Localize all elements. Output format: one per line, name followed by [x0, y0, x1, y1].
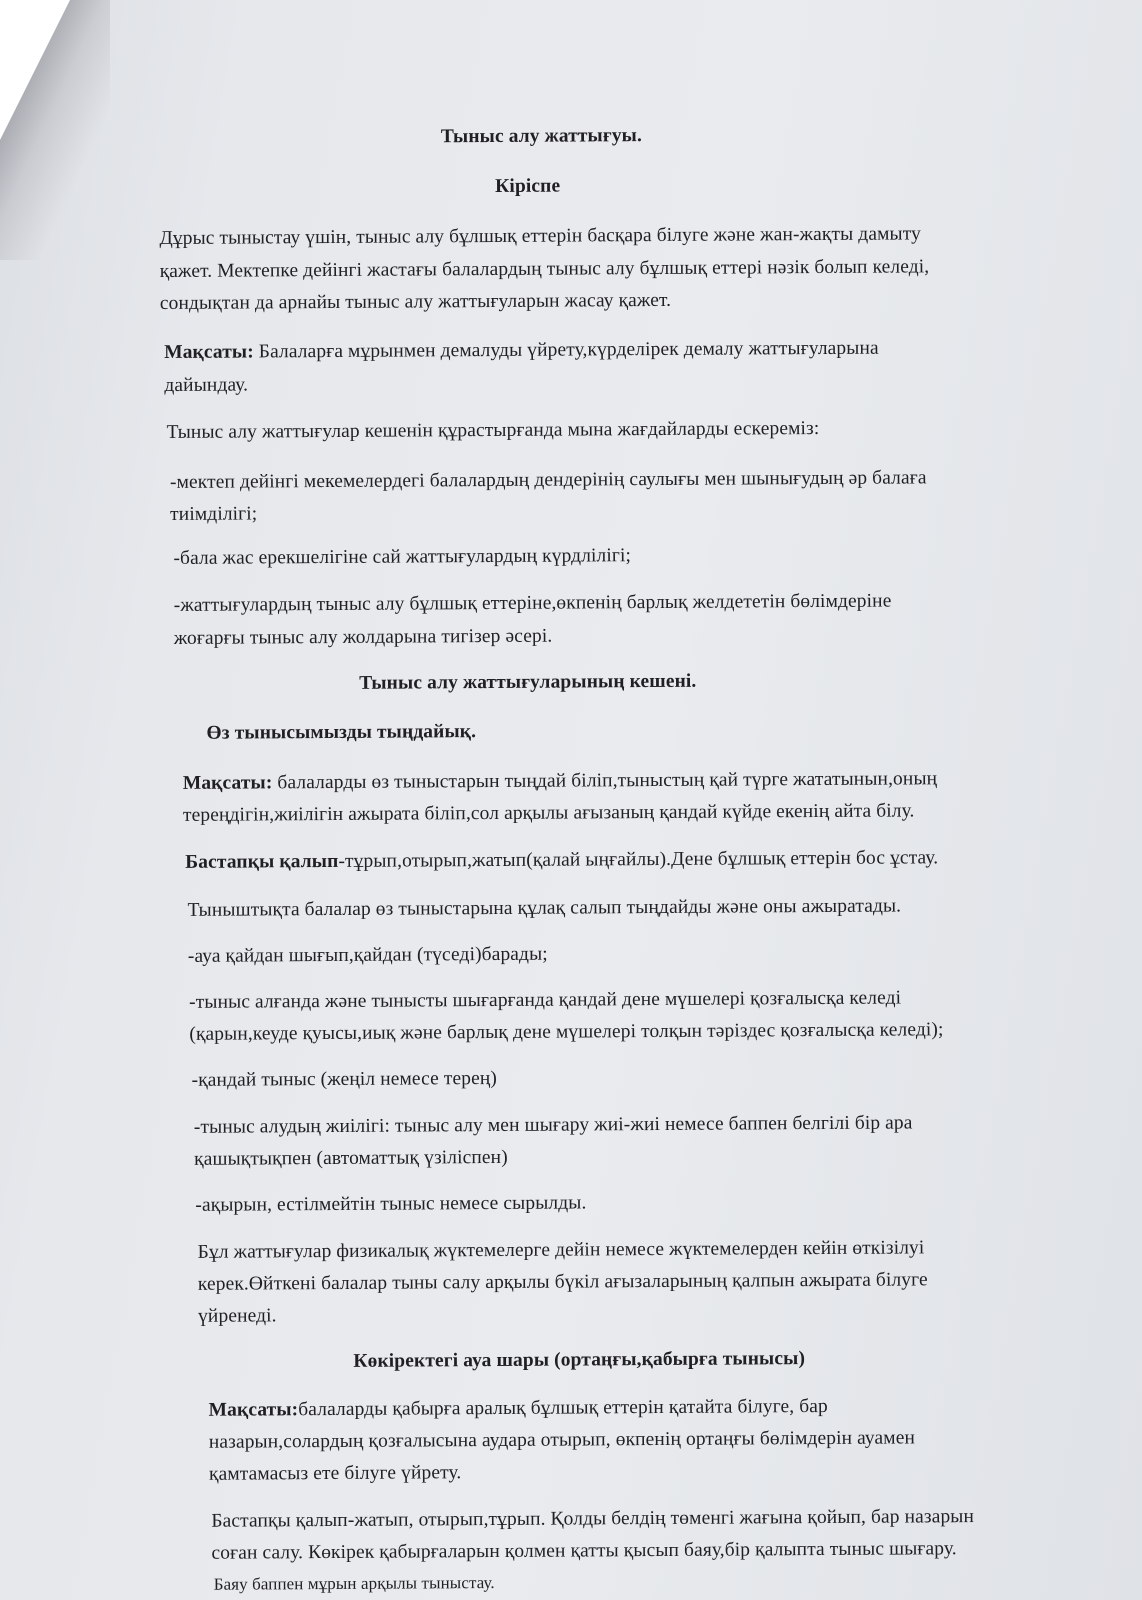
- start-position-line: Баяу баппен мұрын арқылы тыныстау.: [213, 1573, 495, 1594]
- list-item: жоғарғы тыныс алу жолдарына тигізер әсері.: [173, 625, 553, 649]
- exercise-line: үйренеді.: [197, 1305, 277, 1327]
- consider-line: Тыныс алу жаттығулар кешенін құрастырғанда мына жағдайларды ескереміз:: [166, 418, 820, 443]
- exercise-line: -қандай тыныс (жеңіл немесе терең): [191, 1067, 498, 1091]
- list-item: тиімділігі;: [170, 503, 258, 525]
- exercise-line: (қарын,кеуде қуысы,иық және барлық дене мүшелері толқын тәріздес қозғалысқа келеді);: [189, 1019, 944, 1045]
- goal-line: назарын,солардың қозғалысына аудара отырып, өкпенің ортаңғы бөлімдерін ауамен: [208, 1427, 916, 1453]
- goal-line: дайындау.: [164, 374, 249, 397]
- goal-text: Балаларға мұрынмен демалуды үйрету,күрделірек демалу жаттығуларына: [253, 337, 879, 363]
- list-item: -бала жас ерекшелігіне сай жаттығулардың күрдлілігі;: [173, 545, 632, 569]
- goal-text: балаларды қабырға аралық бұлшық еттерін қатайта білуге, бар: [298, 1395, 828, 1421]
- exercise-line: -ауа қайдан шығып,қайдан (түседі)барады;: [187, 943, 548, 967]
- goal-text: балаларды өз тыныстарын тыңдай біліп,тыныстың қай түрге жататынын,оның: [272, 768, 938, 794]
- goal-label: Мақсаты:: [182, 772, 273, 794]
- list-item: -мектеп дейінгі мекемелердегі балалардың дендерінің саулығы мен шынығудың әр балаға: [169, 467, 927, 493]
- exercise-goal: [183, 765, 938, 798]
- exercise-line: Тыныштықта балалар өз тыныстарына құлақ салып тыңдайды және оны ажыратады.: [187, 895, 902, 921]
- exercise-line: керек.Өйткені балалар тыны салу арқылы бүкіл ағызаларының қалпын ажырата білуге: [197, 1269, 928, 1295]
- intro-line: қажет. Мектепке дейінгі жастағы балалардың тыныс алу бұлшық еттері нәзік болып келеді,: [159, 256, 930, 283]
- start-text: -тұрып,отырып,жатып(қалай ыңғайлы).Дене бұлшық еттерін бос ұстау.: [338, 847, 939, 872]
- exercise-line: Бұл жаттығулар физикалық жүктемелерге дейін немесе жүктемелерден кейін өткізілуі: [197, 1237, 925, 1263]
- exercise-line: -тыныс алғанда және тынысты шығарғанда қандай дене мүшелері қозғалысқа келеді: [189, 987, 902, 1013]
- exercise-heading: Өз тынысымызды тыңдайық.: [206, 721, 477, 744]
- exercise-line: қашықтықпен (автоматтық үзіліспен): [194, 1146, 508, 1170]
- start-position: [185, 844, 938, 877]
- goal-label: Мақсаты:: [164, 341, 254, 364]
- exercise-heading: Көкіректегі ауа шары (ортаңғы,қабырға тынысы): [353, 1348, 806, 1372]
- section-heading: Тыныс алу жаттығуларының кешені.: [359, 670, 697, 694]
- goal-paragraph: [164, 335, 879, 367]
- intro-heading: Кіріспе: [495, 175, 561, 197]
- start-position-line: соған салу. Көкірек қабырғаларын қолмен қатты қысып баяу,бір қалыпта тыныс шығару.: [211, 1538, 957, 1564]
- exercise-goal: [209, 1393, 828, 1425]
- goal-line: қамтамасыз ете білуге үйрету.: [208, 1462, 462, 1485]
- document-title: Тыныс алу жаттығуы.: [440, 125, 643, 148]
- start-label: Бастапқы қалып: [185, 850, 339, 873]
- exercise-line: -тыныс алудың жиілігі: тыныс алу мен шығару жиі-жиі немесе баппен белгілі бір ара: [193, 1112, 913, 1138]
- exercise-line: -ақырын, естілмейтін тыныс немесе сырылды.: [195, 1192, 587, 1216]
- start-position-line: Бастапқы қалып-жатып, отырып,тұрып. Қолды белдің төменгі жағына қойып, бар назарын: [211, 1506, 975, 1532]
- goal-label: Мақсаты:: [208, 1399, 299, 1421]
- intro-line: Дұрыс тыныстау үшін, тыныс алу бұлшық еттерін басқара білуге және жан-жақты дамыту: [159, 223, 921, 250]
- list-item: -жаттығулардың тыныс алу бұлшық еттеріне,өкпенің барлық желдететін бөлімдеріне: [173, 590, 892, 616]
- goal-line: тереңдігін,жиілігін ажырата біліп,сол арқылы ағызаның қандай күйде екенің айта білу.: [182, 800, 915, 826]
- intro-line: сондықтан да арнайы тыныс алу жаттығуларын жасау қажет.: [159, 289, 672, 315]
